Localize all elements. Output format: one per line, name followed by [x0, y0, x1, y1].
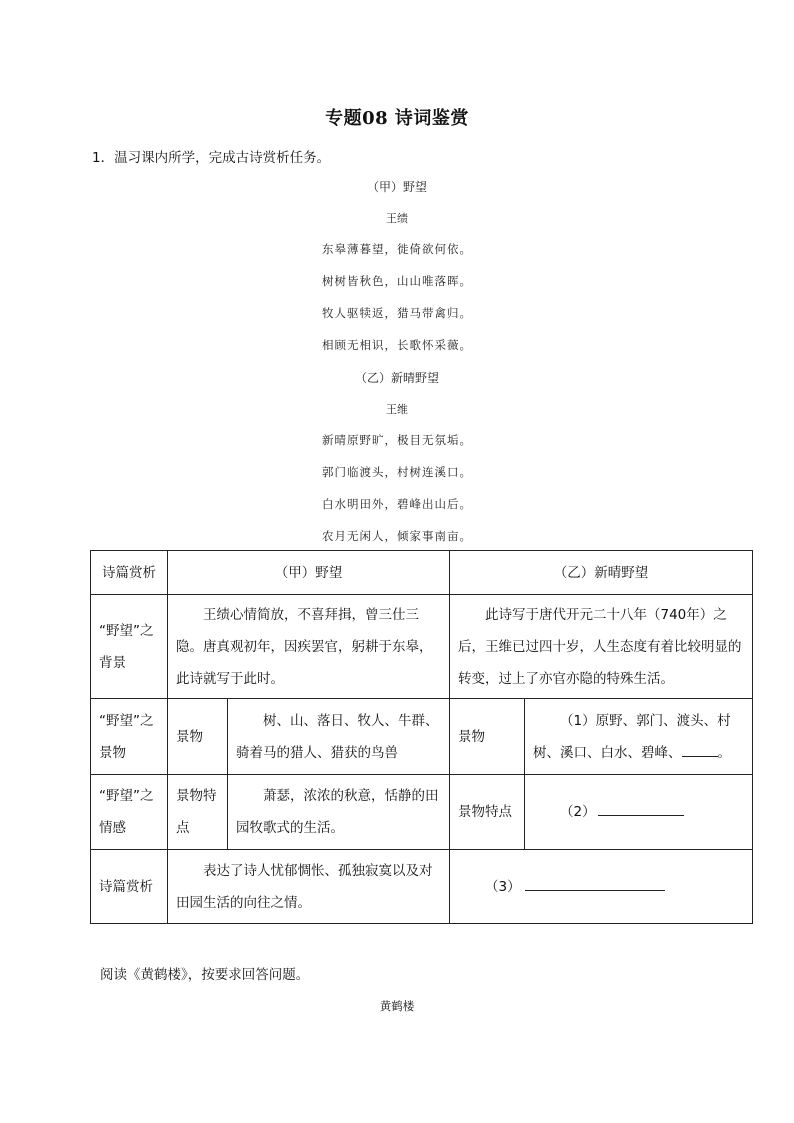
background-b: 此诗写于唐代开元二十八年（740年）之后，王维已过四十岁，人生态度有着比较明显的转变，过上了亦官亦隐的特殊生活。 — [450, 595, 753, 699]
sub-label: 景物 — [168, 699, 228, 775]
reading-instruction: 阅读《黄鹤楼》，按要求回答问题。 — [100, 967, 310, 983]
answer-blank-1[interactable] — [682, 742, 718, 757]
emotion-b — [525, 775, 753, 850]
scenery-b-end: 。 — [717, 744, 731, 761]
poem-b-author: 王维 — [386, 403, 408, 416]
poem-a-line: 树树皆秋色，山山唯落晖。 — [322, 274, 472, 288]
table-row — [91, 595, 753, 699]
question-prompt: 1．温习课内所学，完成古诗赏析任务。 — [92, 150, 331, 166]
row-label: 诗篇赏析 — [91, 850, 168, 924]
poem-huanghelou-title: 黄鹤楼 — [379, 999, 415, 1013]
answer-blank-2[interactable] — [598, 801, 684, 816]
header-cell: （甲）野望 — [168, 551, 450, 595]
poem-b-line: 白水明田外，碧峰出山后。 — [322, 497, 472, 511]
scenery-a: 树、山、落日、牧人、牛群、骑着马的猎人、猎获的鸟兽 — [228, 699, 450, 775]
emotion-b-text: （2） — [560, 804, 596, 820]
poem-b-line: 新晴原野旷，极目无氛垢。 — [322, 433, 472, 447]
summary-a: 表达了诗人忧郁惆怅、孤独寂寞以及对田园生活的向往之情。 — [168, 850, 450, 924]
header-cell: 诗篇赏析 — [91, 551, 168, 595]
scenery-b — [525, 699, 753, 775]
scenery-b-text: （1）原野、郭门、渡头、村树、溪口、白水、碧峰、 — [533, 712, 731, 761]
emotion-a: 萧瑟，浓浓的秋意，恬静的田园牧歌式的生活。 — [228, 775, 450, 850]
row-label: “野望”之情感 — [91, 775, 168, 850]
page-title: 专题08 诗词鉴赏 — [325, 108, 469, 129]
poem-a-line: 相顾无相识，长歌怀采薇。 — [322, 338, 472, 352]
poem-a-line: 牧人驱犊返，猎马带禽归。 — [322, 306, 472, 320]
sub-label: 景物特点 — [450, 775, 525, 850]
poem-a-title: （甲）野望 — [366, 180, 427, 194]
poem-a-author: 王绩 — [386, 212, 408, 225]
row-label: “野望”之景物 — [91, 699, 168, 775]
table-row — [91, 775, 753, 850]
poem-b-line: 农月无闲人，倾家事南亩。 — [322, 529, 472, 543]
answer-blank-3[interactable] — [525, 876, 665, 891]
poem-b-line: 郭门临渡头，村树连溪口。 — [322, 465, 472, 479]
header-cell: （乙）新晴野望 — [450, 551, 753, 595]
table-row — [91, 551, 753, 595]
poem-a-line: 东皋薄暮望，徙倚欲何依。 — [322, 242, 472, 256]
sub-label: 景物特点 — [168, 775, 228, 850]
table-row — [91, 850, 753, 924]
background-a: 王绩心情简放，不喜拜揖，曾三仕三隐。唐真观初年，因疾罢官，躬耕于东皋，此诗就写于此时。 — [168, 595, 450, 699]
sub-label: 景物 — [450, 699, 525, 775]
summary-b-text: （3） — [485, 878, 521, 895]
appreciation-table — [90, 550, 753, 924]
poem-b-title: （乙）新晴野望 — [354, 371, 439, 385]
summary-b — [450, 850, 753, 924]
row-label: “野望”之背景 — [91, 595, 168, 699]
table-row — [91, 699, 753, 775]
